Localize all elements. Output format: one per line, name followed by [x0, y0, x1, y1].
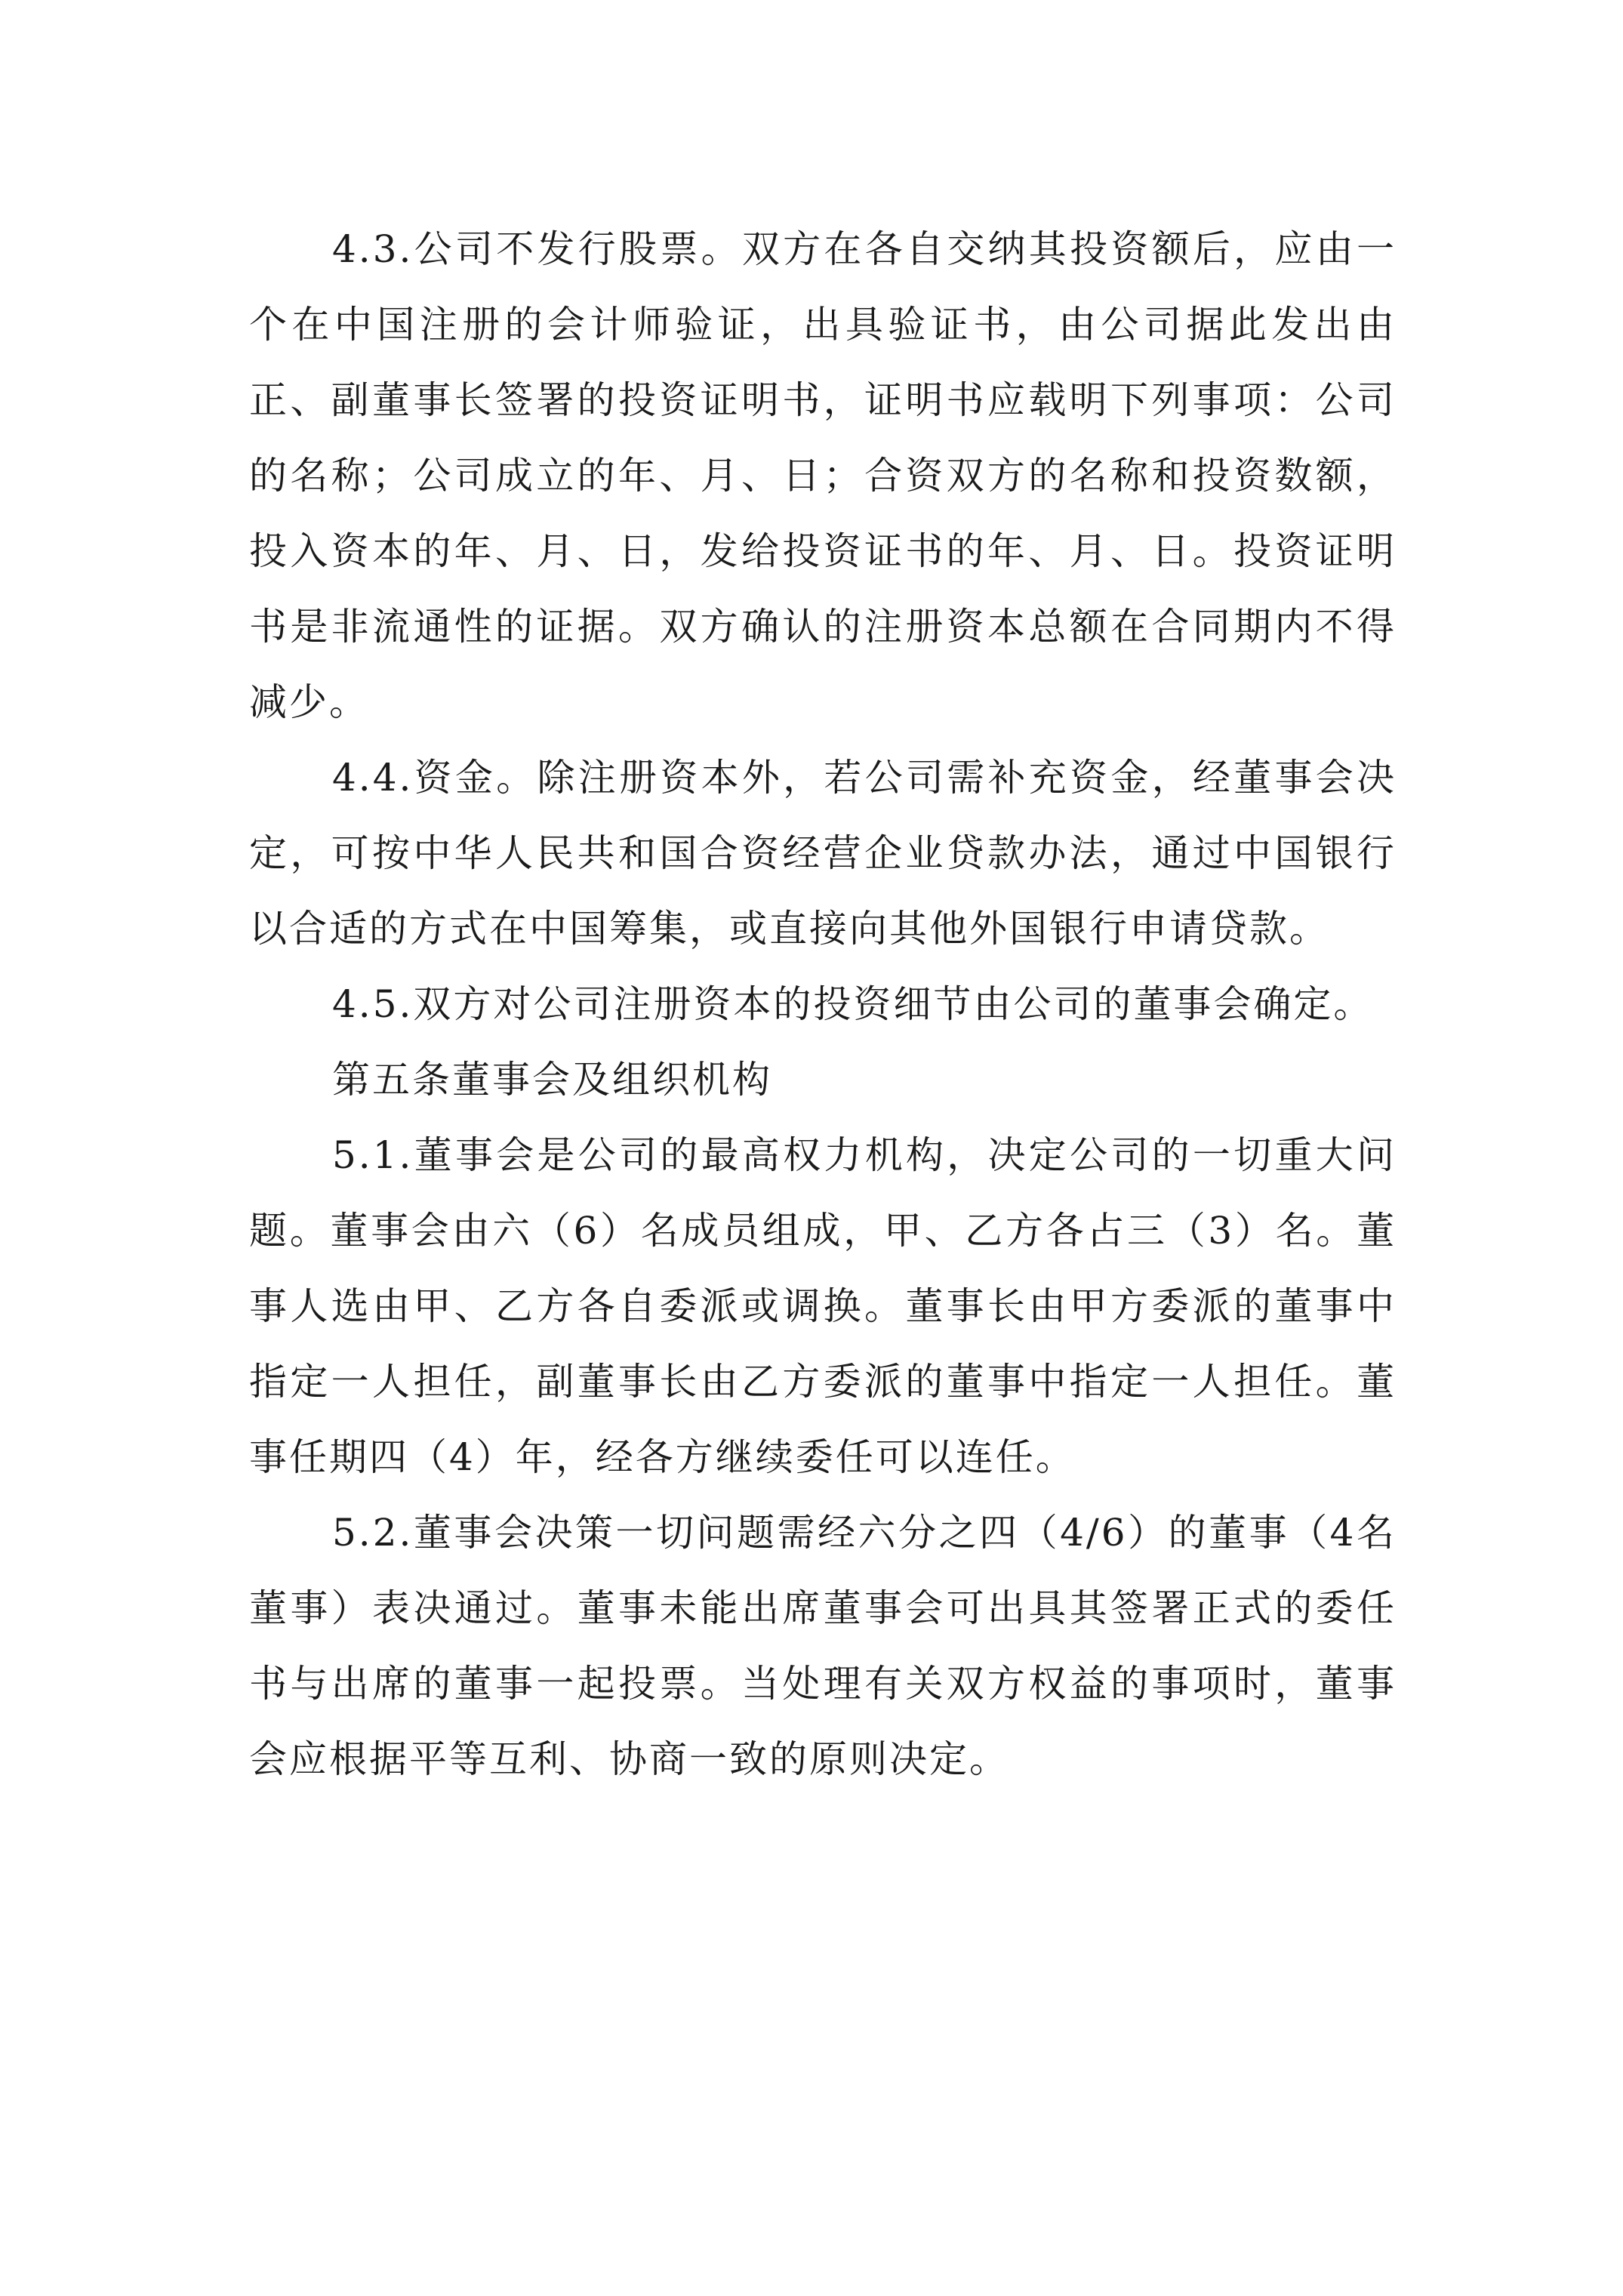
- paragraph-4-3: 4.3.公司不发行股票。双方在各自交纳其投资额后，应由一个在中国注册的会计师验证，出具验证书，由公司据此发出由正、副董事长签署的投资证明书，证明书应载明下列事项：公司的名称；公司成立的年、月、日；合资双方的名称和投资数额，投入资本的年、月、日，发给投资证书的年、月、日。投资证明书是非流通性的证据。双方确认的注册资本总额在合同期内不得减少。: [249, 227, 1397, 724]
- section-heading-article-5: 第五条董事会及组织机构: [332, 1058, 772, 1102]
- paragraph-5-2: 5.2.董事会决策一切问题需经六分之四（4/6）的董事（4名董事）表决通过。董事未能出席董事会可出具其签署正式的委任书与出席的董事一起投票。当处理有关双方权益的事项时，董事会应根据平等互利、协商一致的原则决定。: [249, 1511, 1397, 1781]
- paragraph-5-1: 5.1.董事会是公司的最高权力机构，决定公司的一切重大问题。董事会由六（6）名成员组成，甲、乙方各占三（3）名。董事人选由甲、乙方各自委派或调换。董事长由甲方委派的董事中指定一人担任，副董事长由乙方委派的董事中指定一人担任。董事任期四（4）年，经各方继续委任可以连任。: [249, 1133, 1397, 1479]
- document-body: [249, 211, 1397, 1797]
- paragraph-4-5: 4.5.双方对公司注册资本的投资细节由公司的董事会确定。: [332, 982, 1374, 1026]
- paragraph-4-4: 4.4.资金。除注册资本外，若公司需补充资金，经董事会决定，可按中华人民共和国合资经营企业贷款办法，通过中国银行以合适的方式在中国筹集，或直接向其他外国银行申请贷款。: [249, 756, 1397, 951]
